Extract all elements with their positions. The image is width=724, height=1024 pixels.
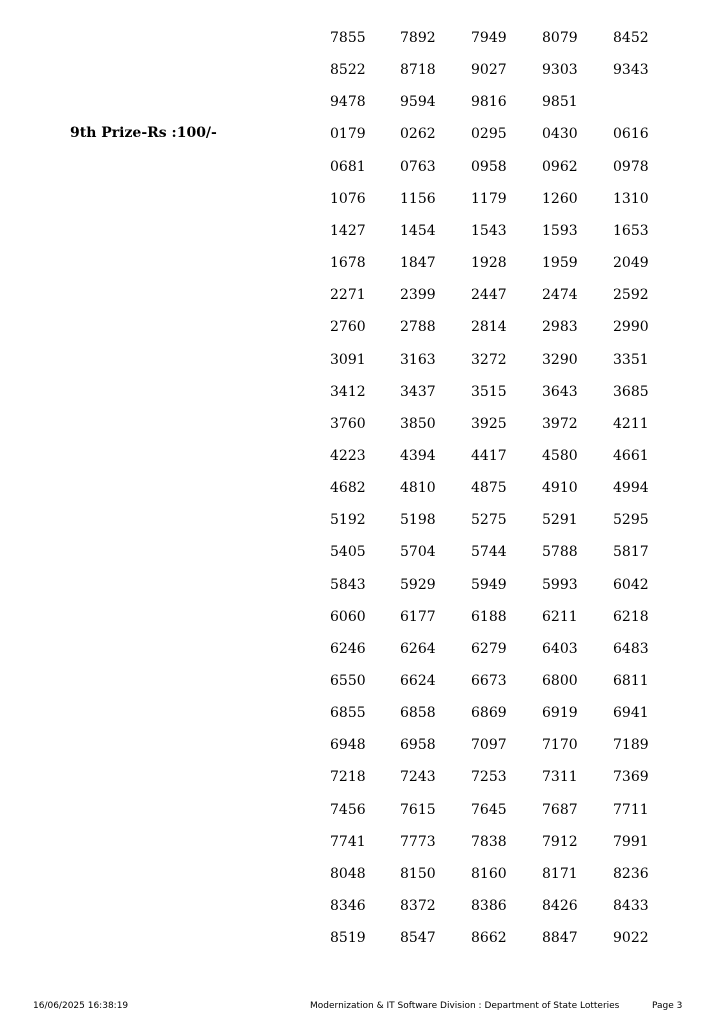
- winning-number: 1310: [613, 190, 649, 207]
- winning-number: 0681: [330, 158, 366, 175]
- winning-number: 2760: [330, 319, 366, 336]
- winning-number: 0962: [542, 158, 578, 175]
- winning-number: 6218: [613, 608, 649, 625]
- winning-number: 9343: [613, 62, 649, 79]
- winning-number: 6483: [613, 640, 649, 657]
- winning-number: 2788: [400, 319, 436, 336]
- winning-number: 5295: [613, 512, 649, 529]
- winning-number: 8519: [330, 930, 366, 947]
- footer-timestamp: 16/06/2025 16:38:19: [33, 1001, 129, 1011]
- winning-number: 6060: [330, 608, 366, 625]
- winning-number: 0958: [471, 158, 507, 175]
- winning-number: 9594: [400, 94, 436, 111]
- winning-number: 8048: [330, 865, 366, 882]
- winning-number: 3412: [330, 383, 366, 400]
- winning-number: 9022: [613, 930, 649, 947]
- winning-number: 1678: [330, 255, 366, 272]
- winning-number: 7645: [471, 801, 507, 818]
- winning-number: 6858: [400, 705, 436, 722]
- winning-number: 4810: [400, 480, 436, 497]
- winning-number: 2474: [542, 287, 578, 304]
- winning-number: 6624: [400, 673, 436, 689]
- winning-number: 2447: [471, 287, 507, 304]
- winning-number: 6403: [542, 640, 578, 657]
- winning-number: 1847: [400, 255, 436, 272]
- winning-number: 4223: [330, 447, 366, 464]
- winning-number: 1076: [330, 190, 366, 207]
- winning-number: 5198: [400, 512, 436, 529]
- winning-number: 4661: [613, 447, 649, 464]
- winning-number: 6855: [330, 705, 366, 722]
- winning-number: 4910: [542, 480, 578, 497]
- winning-number: 2814: [471, 319, 507, 336]
- winning-number: 5788: [542, 544, 578, 561]
- winning-number: 1427: [330, 222, 366, 239]
- winning-number: 4875: [471, 480, 507, 497]
- winning-number: 1156: [400, 190, 436, 207]
- winning-number: 6042: [613, 576, 649, 593]
- winning-number: 5192: [330, 512, 366, 529]
- winning-number: 0763: [400, 158, 436, 175]
- footer-division: Modernization & IT Software Division : Department of State Lotteries: [310, 1001, 620, 1011]
- winning-number: 3437: [400, 383, 436, 400]
- winning-number: 0262: [400, 126, 436, 143]
- winning-number: 4394: [400, 447, 436, 464]
- winning-number: 6800: [542, 673, 578, 689]
- winning-number: 6550: [330, 673, 366, 689]
- winning-number: 7991: [613, 833, 649, 850]
- winning-number: 5929: [400, 576, 436, 593]
- winning-number: 8079: [542, 30, 578, 46]
- winning-number: 7097: [471, 737, 507, 754]
- winning-number: 8346: [330, 898, 366, 915]
- winning-number: 6211: [542, 608, 578, 625]
- winning-number: 9027: [471, 62, 507, 79]
- winning-number: 3685: [613, 383, 649, 400]
- winning-number: 1543: [471, 222, 507, 239]
- winning-number: 1179: [471, 190, 507, 207]
- winning-number: 0616: [613, 126, 649, 143]
- winning-number: 4211: [613, 415, 649, 432]
- winning-number: 6958: [400, 737, 436, 754]
- winning-number: 2399: [400, 287, 436, 304]
- winning-number: 7218: [330, 769, 366, 786]
- winning-number: 7855: [330, 30, 366, 46]
- winning-number: 6264: [400, 640, 436, 657]
- winning-number: 7189: [613, 737, 649, 754]
- winning-number: 3972: [542, 415, 578, 432]
- winning-number: 8433: [613, 898, 649, 915]
- winning-number: 5993: [542, 576, 578, 593]
- winning-number: 7253: [471, 769, 507, 786]
- winning-number: 5843: [330, 576, 366, 593]
- winning-number: 4580: [542, 447, 578, 464]
- winning-number: 8236: [613, 865, 649, 882]
- winning-number: 2271: [330, 287, 366, 304]
- winning-number: 7838: [471, 833, 507, 850]
- winning-number: 8372: [400, 898, 436, 915]
- winning-number: 7243: [400, 769, 436, 786]
- winning-number: 3515: [471, 383, 507, 400]
- winning-number: 3643: [542, 383, 578, 400]
- winning-number: 1260: [542, 190, 578, 207]
- winning-number: 8718: [400, 62, 436, 79]
- winning-number: 6948: [330, 737, 366, 754]
- winning-number: 6673: [471, 673, 507, 689]
- winning-number: 7170: [542, 737, 578, 754]
- winning-number: 7711: [613, 801, 649, 818]
- winning-number: 4682: [330, 480, 366, 497]
- winning-number: 3850: [400, 415, 436, 432]
- winning-number: 0430: [542, 126, 578, 143]
- winning-number: 6246: [330, 640, 366, 657]
- winning-number: 8662: [471, 930, 507, 947]
- winning-number: 5949: [471, 576, 507, 593]
- winning-number: 7949: [471, 30, 507, 46]
- winning-number: 9816: [471, 94, 507, 111]
- winning-number: 7773: [400, 833, 436, 850]
- winning-number: 1593: [542, 222, 578, 239]
- winning-number: 3272: [471, 351, 507, 368]
- winning-number: 9478: [330, 94, 366, 111]
- winning-number: 8160: [471, 865, 507, 882]
- winning-number: 5744: [471, 544, 507, 561]
- winning-number: 8847: [542, 930, 578, 947]
- winning-number: 9303: [542, 62, 578, 79]
- winning-number: 6177: [400, 608, 436, 625]
- winning-number: 3290: [542, 351, 578, 368]
- winning-number: 5275: [471, 512, 507, 529]
- winning-number: 5704: [400, 544, 436, 561]
- winning-number: 0295: [471, 126, 507, 143]
- winning-number: 1959: [542, 255, 578, 272]
- winning-number: 2049: [613, 255, 649, 272]
- winning-number: 6811: [613, 673, 649, 689]
- winning-number: 6188: [471, 608, 507, 625]
- winning-number: 6919: [542, 705, 578, 722]
- winning-number: 8171: [542, 865, 578, 882]
- winning-number: 2592: [613, 287, 649, 304]
- winning-number: 8452: [613, 30, 649, 46]
- winning-number: 0978: [613, 158, 649, 175]
- winning-number: 6279: [471, 640, 507, 657]
- footer-page-number: Page 3: [652, 1001, 683, 1011]
- winning-number: 7892: [400, 30, 436, 46]
- winning-number: 3351: [613, 351, 649, 368]
- winning-number: 7687: [542, 801, 578, 818]
- winning-number: 8522: [330, 62, 366, 79]
- winning-number: 1928: [471, 255, 507, 272]
- prize-title: 9th Prize-Rs :100/-: [70, 125, 217, 141]
- winning-number: 3760: [330, 415, 366, 432]
- winning-number: 0179: [330, 126, 366, 143]
- winning-number: 2990: [613, 319, 649, 336]
- winning-number: 5405: [330, 544, 366, 561]
- winning-number: 5291: [542, 512, 578, 529]
- winning-number: 3925: [471, 415, 507, 432]
- winning-number: 7615: [400, 801, 436, 818]
- winning-number: 3091: [330, 351, 366, 368]
- winning-number: 7456: [330, 801, 366, 818]
- winning-number: 6869: [471, 705, 507, 722]
- winning-number: 9851: [542, 94, 578, 111]
- winning-number: 7912: [542, 833, 578, 850]
- winning-number: 8386: [471, 898, 507, 915]
- winning-number: 8150: [400, 865, 436, 882]
- winning-number: 2983: [542, 319, 578, 336]
- winning-number: 4417: [471, 447, 507, 464]
- winning-number: 1454: [400, 222, 436, 239]
- winning-number: 1653: [613, 222, 649, 239]
- winning-number: 7311: [542, 769, 578, 786]
- winning-number: 7741: [330, 833, 366, 850]
- winning-number: 8547: [400, 930, 436, 947]
- winning-number: 7369: [613, 769, 649, 786]
- winning-number: 3163: [400, 351, 436, 368]
- winning-number: 5817: [613, 544, 649, 561]
- winning-number: 4994: [613, 480, 649, 497]
- winning-number: 6941: [613, 705, 649, 722]
- winning-number: 8426: [542, 898, 578, 915]
